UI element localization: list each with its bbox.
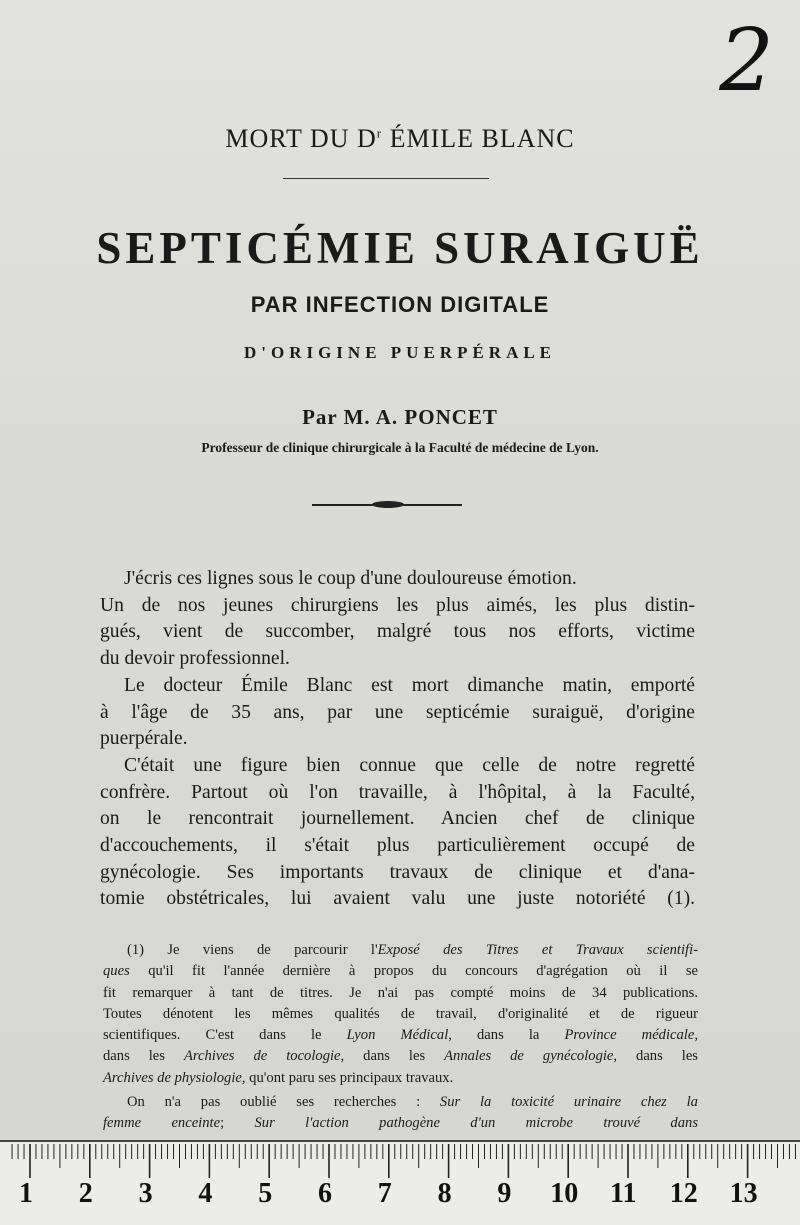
footnote-text: scientifiques. C'est dans le (103, 1027, 347, 1044)
ruler-label: 5 (258, 1178, 273, 1209)
footnote-line (103, 1025, 698, 1046)
footnote-line (103, 940, 698, 961)
footnote-text: On n'a pas oublié ses recherches : (127, 1094, 440, 1111)
footnote-text: qu'ont paru ses principaux travaux. (245, 1069, 454, 1086)
footnote-text: dans les (103, 1048, 184, 1065)
footnote-italic: femme enceinte (103, 1115, 221, 1132)
ruler-label: 1 (19, 1178, 33, 1209)
author-line: Par M. A. PONCET (302, 405, 498, 429)
article-subtitle: PAR INFECTION DIGITALE (250, 292, 550, 317)
ornament-rule (312, 504, 462, 506)
body-line: gynécologie. Ses importants travaux de clinique et d'ana- (100, 861, 695, 883)
ruler-label: 3 (138, 1178, 153, 1209)
footnote-italic: Lyon Médical (346, 1027, 449, 1044)
handwritten-page-number: 2 (719, 11, 774, 111)
ruler-label: 2 (78, 1178, 93, 1209)
footnote-line: fit remarquer à tant de titres. Je n'ai pas compté moins de 34 publications. (103, 984, 698, 1001)
body-line: C'était une figure bien connue que celle de notre regretté (124, 754, 695, 776)
footnote-line (103, 961, 698, 982)
body-line: du devoir professionnel. (100, 648, 290, 670)
body-line: à l'âge de 35 ans, par une septicémie suraiguë, d'origine (100, 701, 695, 723)
footnote-line: Toutes dénotent les mêmes qualités de travail, d'originalité et de rigueur (103, 1005, 698, 1022)
ornament-knot (372, 501, 404, 508)
ruler-label: 11 (610, 1178, 637, 1209)
divider-rule (283, 178, 489, 179)
footnote-line (103, 1092, 698, 1113)
footnote-italic: Archives de tocologie, (183, 1048, 345, 1065)
footnote-line (103, 1068, 698, 1089)
body-line: Le docteur Émile Blanc est mort dimanche matin, emporté (124, 674, 695, 696)
footnote (103, 940, 698, 1135)
footnote-text: ; (220, 1115, 255, 1132)
footnote-text: qu'il fit l'année dernière à propos du concours d'agrégation où il se (129, 963, 698, 980)
header-line (0, 124, 800, 154)
footnote-text: , dans la (448, 1027, 565, 1044)
author-affiliation: Professeur de clinique chirurgicale à la Faculté de médecine de Lyon. (201, 440, 599, 455)
article-origin: D'ORIGINE PUERPÉRALE (243, 343, 557, 362)
body-line: confrère. Partout où l'on travaille, à l'hôpital, à la Faculté, (100, 781, 695, 803)
footnote-text: dans les (617, 1048, 698, 1065)
header-sup: r (376, 125, 383, 141)
header-prefix: MORT DU D (225, 124, 377, 153)
body-text (100, 566, 695, 913)
footnote-line (103, 1113, 698, 1134)
ruler-label: 6 (318, 1178, 332, 1209)
article-title: SEPTICÉMIE SURAIGUË (96, 223, 704, 273)
footnote-line (103, 1046, 698, 1067)
footnote-italic: Sur l'action pathogène d'un microbe trouvé dans (254, 1115, 698, 1132)
body-line: Un de nos jeunes chirurgiens les plus aimés, les plus distin- (100, 594, 695, 616)
footnote-italic: Annales de gynécologie, (444, 1048, 618, 1065)
body-line: d'accouchements, il s'était plus particulièrement occupé de (100, 835, 695, 857)
header-suffix: ÉMILE BLANC (382, 124, 575, 153)
measurement-ruler (0, 1140, 800, 1225)
footnote-italic: Province médicale, (564, 1027, 698, 1044)
body-line: tomie obstétricales, lui avaient valu une juste notoriété (1). (100, 888, 695, 910)
body-line: puerpérale. (100, 728, 188, 750)
ruler-label: 8 (437, 1178, 452, 1209)
ruler-label: 12 (669, 1178, 698, 1209)
ruler-label: 9 (497, 1178, 512, 1209)
footnote-italic: Archives de physiologie, (103, 1069, 246, 1086)
ruler-label: 7 (377, 1178, 392, 1209)
body-line: on le rencontrait journellement. Ancien chef de clinique (100, 808, 695, 830)
ruler-label: 10 (550, 1178, 579, 1209)
footnote-text: dans les (344, 1048, 445, 1065)
footnote-italic: ques (103, 963, 130, 980)
ruler-label: 4 (198, 1178, 213, 1209)
body-line: gués, vient de succomber, malgré tous nos efforts, victime (100, 621, 695, 643)
ruler-label: 13 (729, 1178, 758, 1209)
footnote-italic: Sur la toxicité urinaire chez la (439, 1094, 698, 1111)
body-line: J'écris ces lignes sous le coup d'une douloureuse émotion. (124, 568, 577, 589)
footnote-italic: Exposé des Titres et Travaux scientifi- (377, 942, 698, 958)
footnote-text: (1) Je viens de parcourir l' (127, 942, 378, 958)
